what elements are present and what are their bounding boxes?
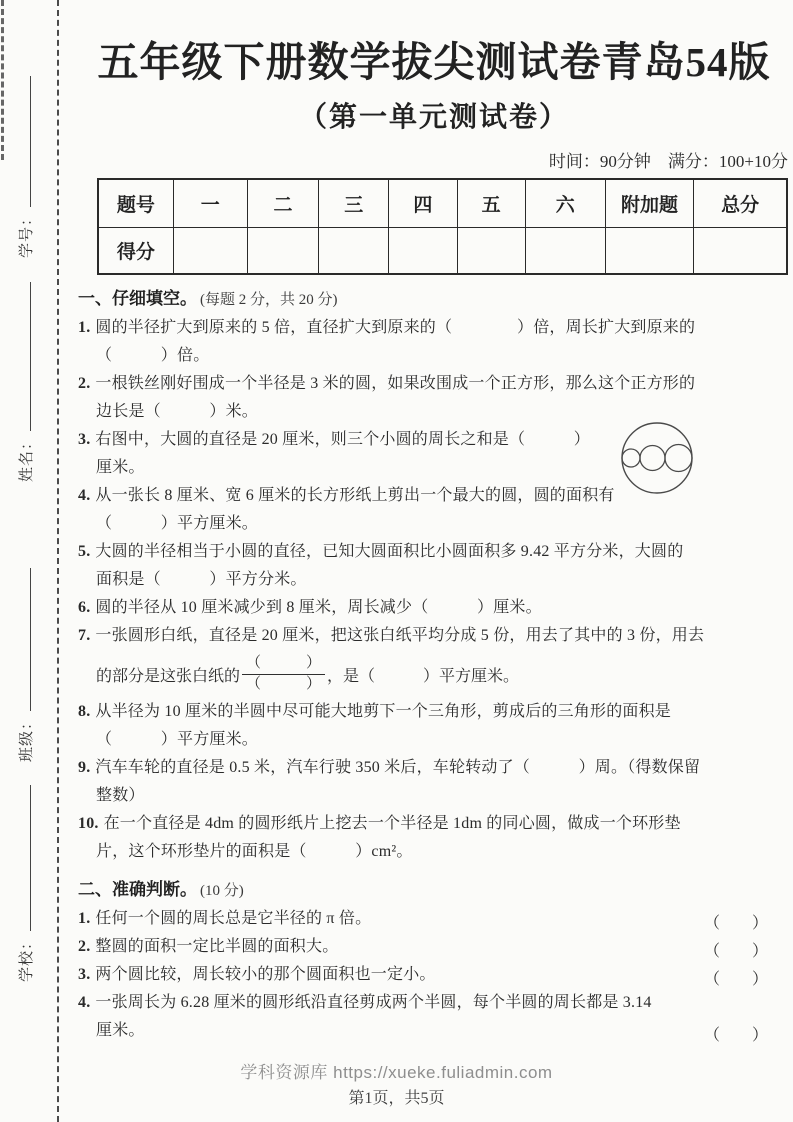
exam-meta: 时间：90分钟 满分：100+10分 [548, 152, 788, 172]
score-table-cell-2: 二 [247, 179, 318, 228]
question-line: 一张圆形白纸，直径是 20 厘米，把这张白纸平均分成 5 份，用去了其中的 3 份，用去 [95, 627, 705, 645]
score-table-cell-question-no: 题号 [98, 179, 173, 228]
score-table-cell-1: 一 [173, 179, 247, 228]
fill-question-7 [78, 622, 790, 698]
score-table-cell-5: 五 [457, 179, 525, 228]
fill-question-6 [78, 594, 790, 622]
fill-question-4 [78, 482, 790, 538]
judge-question-2 [78, 933, 790, 961]
section-1-note: (每题 2 分，共 20 分) [200, 292, 338, 309]
score-blank-cell [525, 228, 605, 275]
judge-question-4 [78, 989, 790, 1045]
answer-bracket: （ ） [703, 971, 768, 989]
name-label: 姓名： [19, 433, 35, 482]
fill-question-10 [78, 810, 790, 866]
score-table-cell-6: 六 [525, 179, 605, 228]
score-blank-cell [605, 228, 693, 275]
section-2-title: 二、准确判断。 [78, 880, 197, 900]
fraction-numerator: （ ） [242, 654, 325, 675]
scan-edge-dashes [1, 0, 4, 160]
score-blank-cell [457, 228, 525, 275]
question-line: 从一张长 8 厘米、宽 6 厘米的长方形纸上剪出一个最大的圆，圆的面积有 [95, 487, 615, 505]
question-number: 2. [78, 938, 91, 956]
class-label: 班级： [19, 713, 35, 762]
fill-question-8 [78, 698, 790, 754]
page-subtitle: （第一单元测试卷） [298, 102, 569, 134]
score-label-cell: 得分 [98, 228, 173, 275]
question-number: 3. [78, 966, 91, 984]
question-number: 6. [78, 599, 91, 617]
question-number: 4. [78, 487, 91, 505]
score-table-score-row [98, 228, 787, 275]
page-indicator: 第1页，共5页 [348, 1090, 445, 1107]
answer-bracket: （ ） [703, 943, 768, 961]
class-write-line [17, 568, 31, 711]
score-blank-cell [247, 228, 318, 275]
question-number: 1. [78, 319, 91, 337]
fill-question-9 [78, 754, 790, 810]
fraction-post-text: ，是（ ）平方厘米。 [327, 667, 520, 685]
judge-question-3 [78, 961, 790, 989]
answer-bracket: （ ） [703, 915, 768, 933]
score-table-header-row [98, 179, 787, 228]
question-line: 大圆的半径相当于小圆的直径，已知大圆面积比小圆面积多 9.42 平方分米，大圆的 [95, 543, 684, 561]
question-number: 7. [78, 627, 91, 645]
question-number: 9. [78, 759, 91, 777]
score-table-cell-bonus: 附加题 [605, 179, 693, 228]
score-blank-cell [694, 228, 787, 275]
judge-question-1 [78, 905, 790, 933]
sidebar-field-name [15, 282, 37, 482]
question-line: （ ）平方厘米。 [96, 731, 259, 749]
question-line: （ ）倍。 [96, 347, 210, 365]
school-label: 学校： [19, 933, 35, 982]
school-write-line [17, 785, 31, 931]
section-1-title: 一、仔细填空。 [78, 289, 197, 309]
score-blank-cell [319, 228, 389, 275]
question-line: 边长是（ ）米。 [96, 403, 259, 421]
score-table-cell-4: 四 [389, 179, 457, 228]
question-line: 片，这个环形垫片的面积是（ ）cm²。 [96, 843, 413, 861]
section-2-note: (10 分) [200, 883, 244, 900]
question-line: 右图中，大圆的直径是 20 厘米，则三个小圆的周长之和是（ ） [95, 431, 591, 449]
question-line: 一根铁丝刚好围成一个半径是 3 米的圆，如果改围成一个正方形，那么这个正方形的 [95, 375, 696, 393]
sidebar-field-class [15, 568, 37, 762]
name-write-line [17, 282, 31, 431]
sidebar-field-school [15, 785, 37, 982]
blank-fraction [242, 654, 325, 694]
fraction-pre-text: 的部分是这张白纸的 [96, 667, 241, 685]
section-2-heading [78, 876, 790, 905]
page-title: 五年级下册数学拔尖测试卷青岛54版 [97, 39, 771, 85]
question-line: 在一个直径是 4dm 的圆形纸片上挖去一个半径是 1dm 的同心圆，做成一个环形垫 [103, 815, 681, 833]
question-line: 一张周长为 6.28 厘米的圆形纸沿直径剪成两个半圆，每个半圆的周长都是 3.14 [95, 994, 652, 1012]
question-number: 4. [78, 994, 91, 1012]
question-number: 8. [78, 703, 91, 721]
question-line: 任何一个圆的周长总是它半径的 π 倍。 [95, 910, 372, 928]
score-blank-cell [173, 228, 247, 275]
question-number: 1. [78, 910, 91, 928]
footer-source-text: 学科资源库 https://xueke.fuliadmin.com [240, 1063, 553, 1082]
question-number: 10. [78, 815, 99, 833]
question-line: 圆的半径扩大到原来的 5 倍，直径扩大到原来的（ ）倍，周长扩大到原来的 [95, 319, 696, 337]
test-paper-page [78, 0, 790, 1045]
question-line: 汽车车轮的直径是 0.5 米，汽车行驶 350 米后，车轮转动了（ ）周。（得数保留 [95, 759, 701, 777]
question-line: 厘米。 [96, 459, 145, 477]
sidebar-field-student-id [15, 76, 37, 258]
fill-question-3 [78, 426, 790, 482]
question-number: 5. [78, 543, 91, 561]
question-line: （ ）平方厘米。 [96, 515, 259, 533]
question-line: 整数） [96, 787, 145, 805]
question-line: 厘米。 [96, 1022, 145, 1040]
question-line: 面积是（ ）平方分米。 [96, 571, 307, 589]
score-blank-cell [389, 228, 457, 275]
question-number: 3. [78, 431, 91, 449]
score-table [97, 178, 788, 275]
score-table-cell-3: 三 [319, 179, 389, 228]
question-line: 从半径为 10 厘米的半圆中尽可能大地剪下一个三角形，剪成后的三角形的面积是 [95, 703, 672, 721]
student-id-label: 学号： [19, 209, 35, 258]
fill-question-5 [78, 538, 790, 594]
section-1-heading [78, 285, 790, 314]
question-line: 整圆的面积一定比半圆的面积大。 [95, 938, 339, 956]
margin-dashed-divider [57, 0, 59, 1122]
question-line: 圆的半径从 10 厘米减少到 8 厘米，周长减少（ ）厘米。 [95, 599, 542, 617]
question-line: 两个圆比较，周长较小的那个圆面积也一定小。 [95, 966, 436, 984]
score-table-cell-total: 总分 [694, 179, 787, 228]
student-id-write-line [17, 76, 31, 207]
fraction-denominator: （ ） [246, 676, 322, 693]
fill-question-1 [78, 314, 790, 370]
question-number: 2. [78, 375, 91, 393]
answer-bracket: （ ） [703, 1027, 768, 1045]
question-line-with-fraction [78, 650, 790, 698]
